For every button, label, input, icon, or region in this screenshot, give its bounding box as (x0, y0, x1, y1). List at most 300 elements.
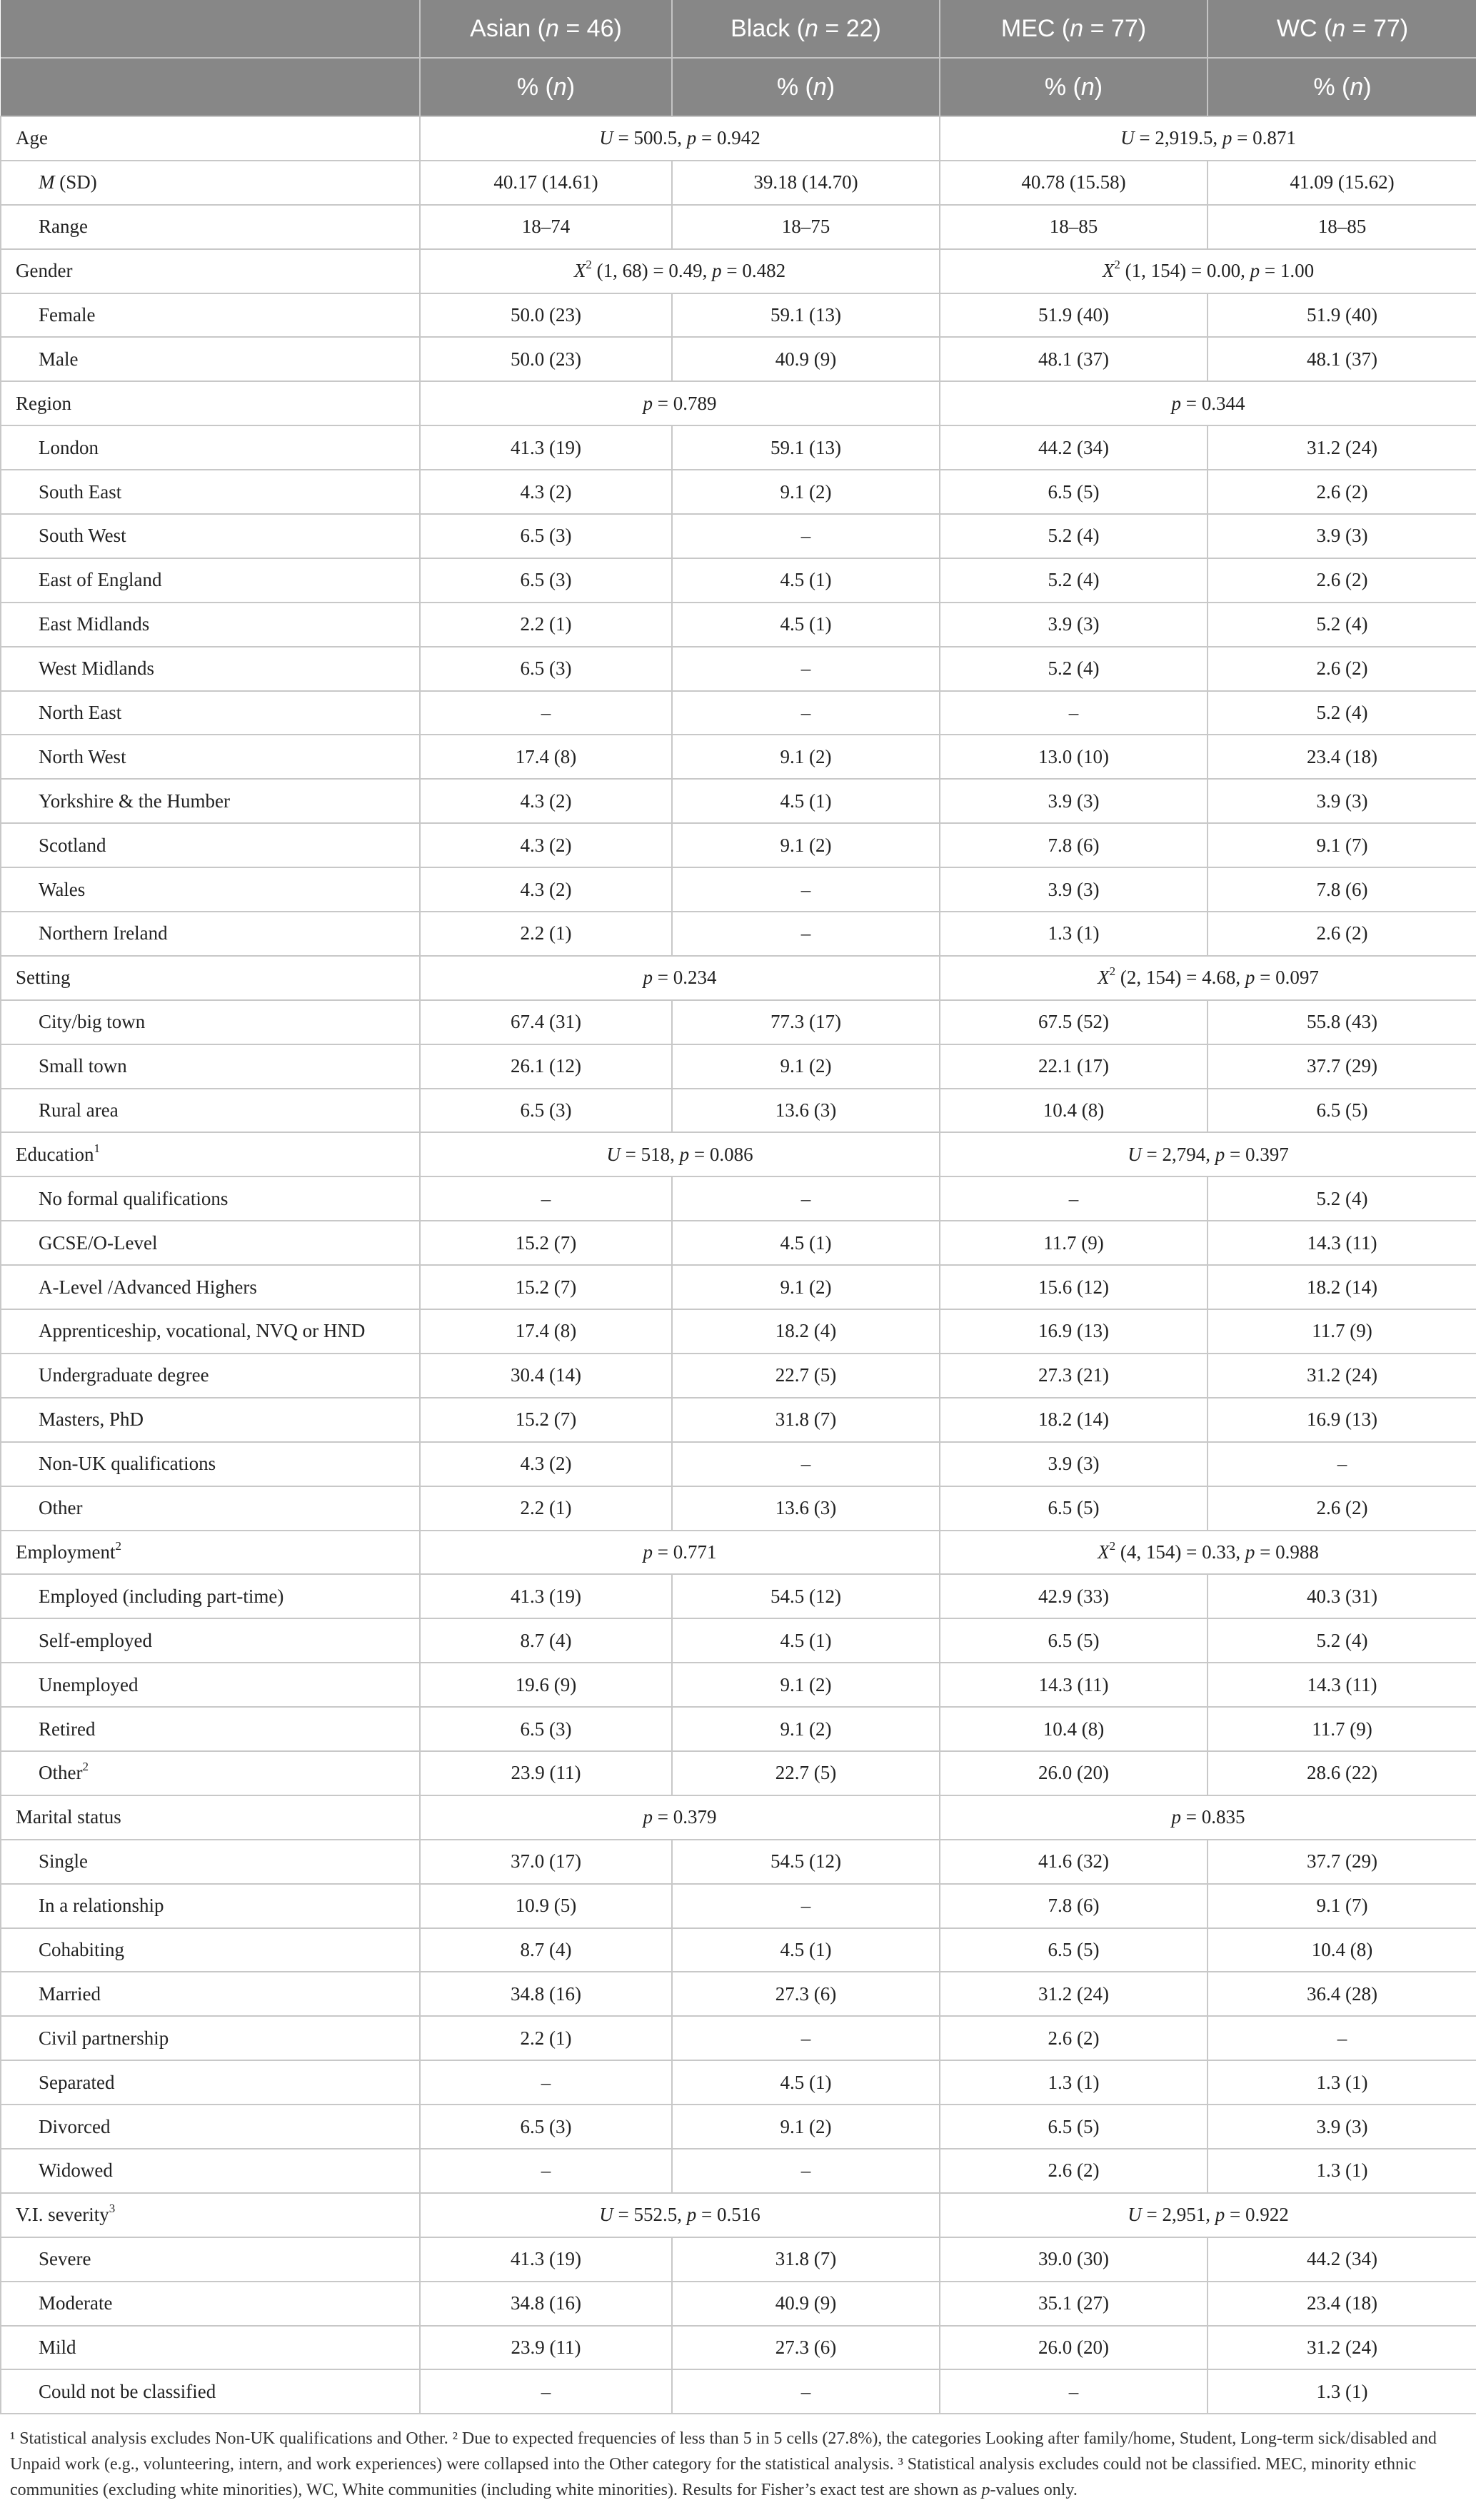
table-cell: 3.9 (3) (940, 1442, 1208, 1486)
italic-symbol: X (1098, 1541, 1110, 1563)
row-label: Small town (1, 1044, 420, 1089)
table-row (1, 2016, 1476, 2060)
table-cell: 17.4 (8) (420, 1309, 672, 1354)
italic-symbol: n (813, 73, 827, 101)
italic-symbol: M (39, 171, 55, 193)
table-cell: 37.7 (29) (1208, 1044, 1476, 1089)
italic-symbol: p (1245, 967, 1255, 989)
table-cell: 27.3 (6) (672, 2326, 940, 2370)
table-row (1, 2282, 1476, 2326)
table-cell: – (672, 912, 940, 956)
table-cell: 18–74 (420, 205, 672, 249)
table-cell: 4.5 (1) (672, 1618, 940, 1663)
italic-symbol: p (1171, 1806, 1181, 1828)
table-cell: 2.6 (2) (1208, 912, 1476, 956)
superscript: 2 (1109, 964, 1116, 979)
table-cell: 7.8 (6) (1208, 867, 1476, 912)
header-unit-cell: % (n) (420, 58, 672, 116)
table-cell: – (672, 1884, 940, 1928)
table-cell: 51.9 (40) (940, 293, 1208, 338)
table-cell: 1.3 (1) (940, 912, 1208, 956)
table-cell: 39.18 (14.70) (672, 161, 940, 205)
stat-left: p = 0.789 (420, 381, 940, 425)
table-row (1, 779, 1476, 823)
table-cell: – (672, 1176, 940, 1221)
table-cell: 48.1 (37) (940, 337, 1208, 381)
table-row (1, 1972, 1476, 2016)
row-label: London (1, 425, 420, 470)
table-row (1, 205, 1476, 249)
section-label: Marital status (1, 1795, 420, 1840)
italic-symbol: U (599, 2204, 613, 2226)
table-row (1, 558, 1476, 603)
table-cell: 9.1 (2) (672, 470, 940, 514)
table-cell: 3.9 (3) (1208, 514, 1476, 558)
stat-left: p = 0.771 (420, 1531, 940, 1575)
superscript: 3 (109, 2202, 116, 2216)
stat-left: U = 552.5, p = 0.516 (420, 2193, 940, 2237)
section-row (1, 1531, 1476, 1575)
header-blank-cell (1, 58, 420, 116)
stat-left: p = 0.234 (420, 956, 940, 1000)
row-label: A-Level /Advanced Highers (1, 1265, 420, 1309)
header-row-groups (1, 0, 1476, 58)
table-cell: 67.5 (52) (940, 1000, 1208, 1044)
stat-right: $X^2$ (1, 154) = 0.00, p = 1.00 (940, 249, 1476, 293)
section-label: Age (1, 116, 420, 161)
table-row (1, 2237, 1476, 2282)
table-cell: 18.2 (14) (940, 1398, 1208, 1442)
table-row (1, 867, 1476, 912)
table-cell: 2.6 (2) (1208, 1486, 1476, 1531)
row-label: Undergraduate degree (1, 1354, 420, 1398)
stat-left: U = 500.5, p = 0.942 (420, 116, 940, 161)
italic-symbol: p (643, 392, 653, 414)
row-label: M (SD) (1, 161, 420, 205)
table-cell: 5.2 (4) (1208, 1618, 1476, 1663)
table-cell: 37.7 (29) (1208, 1840, 1476, 1884)
table-cell: 2.2 (1) (420, 1486, 672, 1531)
table-cell: 54.5 (12) (672, 1840, 940, 1884)
row-label: Cohabiting (1, 1928, 420, 1972)
table-cell: 4.3 (2) (420, 867, 672, 912)
table-cell: 15.6 (12) (940, 1265, 1208, 1309)
header-row-units (1, 58, 1476, 116)
row-label: Employed (including part-time) (1, 1574, 420, 1618)
section-row (1, 116, 1476, 161)
table-cell: 17.4 (8) (420, 735, 672, 779)
table-cell: 3.9 (3) (1208, 779, 1476, 823)
table-cell: 3.9 (3) (1208, 2105, 1476, 2149)
table-cell: 4.5 (1) (672, 1221, 940, 1265)
table-cell: 6.5 (3) (420, 1707, 672, 1751)
row-label: Moderate (1, 2282, 420, 2326)
row-label: East Midlands (1, 603, 420, 647)
table-cell: 9.1 (7) (1208, 1884, 1476, 1928)
table-row (1, 1176, 1476, 1221)
table-cell: 31.8 (7) (672, 2237, 940, 2282)
section-row (1, 249, 1476, 293)
table-cell: 18.2 (14) (1208, 1265, 1476, 1309)
row-label: GCSE/O-Level (1, 1221, 420, 1265)
table-row (1, 647, 1476, 691)
table-cell: 40.9 (9) (672, 2282, 940, 2326)
table-cell: 15.2 (7) (420, 1221, 672, 1265)
table-row (1, 823, 1476, 867)
table-body (1, 116, 1476, 2414)
header-group-mec: MEC (n = 77) (940, 0, 1208, 58)
table-cell: 4.5 (1) (672, 558, 940, 603)
italic-symbol: U (1128, 1143, 1142, 1165)
table-row (1, 1442, 1476, 1486)
table-cell: 31.2 (24) (1208, 425, 1476, 470)
section-label: Gender (1, 249, 420, 293)
table-cell: 11.7 (9) (940, 1221, 1208, 1265)
row-label: West Midlands (1, 647, 420, 691)
table-cell: 8.7 (4) (420, 1928, 672, 1972)
italic-symbol: n (553, 73, 567, 101)
table-cell: 14.3 (11) (1208, 1221, 1476, 1265)
table-cell: 28.6 (22) (1208, 1751, 1476, 1795)
table-cell: 10.9 (5) (420, 1884, 672, 1928)
row-label: Male (1, 337, 420, 381)
row-label: Range (1, 205, 420, 249)
row-label: Married (1, 1972, 420, 2016)
stat-right: U = 2,951, p = 0.922 (940, 2193, 1476, 2237)
italic-symbol: p (686, 127, 697, 149)
table-cell: 8.7 (4) (420, 1618, 672, 1663)
table-cell: 54.5 (12) (672, 1574, 940, 1618)
section-label: V.I. severity$^3$ (1, 2193, 420, 2237)
table-cell: 9.1 (2) (672, 1663, 940, 1707)
stat-right: p = 0.344 (940, 381, 1476, 425)
table-cell: 3.9 (3) (940, 867, 1208, 912)
table-cell: 40.78 (15.58) (940, 161, 1208, 205)
superscript: 1 (94, 1141, 100, 1155)
table-cell: 13.0 (10) (940, 735, 1208, 779)
table-cell: – (672, 514, 940, 558)
superscript: 2 (1114, 258, 1120, 272)
table-cell: – (940, 1176, 1208, 1221)
table-row (1, 1354, 1476, 1398)
table-row (1, 1044, 1476, 1089)
italic-symbol: n (1080, 73, 1095, 101)
table-cell: 55.8 (43) (1208, 1000, 1476, 1044)
table-cell: 34.8 (16) (420, 2282, 672, 2326)
table-cell: 10.4 (8) (940, 1089, 1208, 1133)
table-cell: 36.4 (28) (1208, 1972, 1476, 2016)
table-cell: 9.1 (2) (672, 735, 940, 779)
table-cell: 5.2 (4) (940, 514, 1208, 558)
stat-left: $X^2$ (1, 68) = 0.49, p = 0.482 (420, 249, 940, 293)
table-cell: – (672, 691, 940, 735)
table-cell: 27.3 (6) (672, 1972, 940, 2016)
italic-symbol: n (546, 14, 559, 42)
table-cell: 23.9 (11) (420, 1751, 672, 1795)
table-cell: 50.0 (23) (420, 337, 672, 381)
table-cell: 23.9 (11) (420, 2326, 672, 2370)
superscript: 2 (586, 258, 592, 272)
row-label: Female (1, 293, 420, 338)
row-label: City/big town (1, 1000, 420, 1044)
section-label: Setting (1, 956, 420, 1000)
italic-symbol: X (1098, 967, 1110, 989)
row-label: Non-UK qualifications (1, 1442, 420, 1486)
table-cell: 40.9 (9) (672, 337, 940, 381)
table-cell: 22.7 (5) (672, 1354, 940, 1398)
table-row (1, 1884, 1476, 1928)
table-cell: 22.7 (5) (672, 1751, 940, 1795)
table-cell: 11.7 (9) (1208, 1707, 1476, 1751)
row-label: Single (1, 1840, 420, 1884)
table-cell: – (940, 691, 1208, 735)
table-cell: 1.3 (1) (1208, 2149, 1476, 2193)
table-cell: – (672, 2016, 940, 2060)
stat-right: U = 2,919.5, p = 0.871 (940, 116, 1476, 161)
header-blank-cell (1, 0, 420, 58)
row-label: Scotland (1, 823, 420, 867)
table-row (1, 1707, 1476, 1751)
table-cell: 40.3 (31) (1208, 1574, 1476, 1618)
table-cell: 6.5 (3) (420, 514, 672, 558)
row-label: Civil partnership (1, 2016, 420, 2060)
table-cell: 48.1 (37) (1208, 337, 1476, 381)
table-cell: 2.6 (2) (1208, 647, 1476, 691)
table-cell: 50.0 (23) (420, 293, 672, 338)
header-unit-cell: % (n) (1208, 58, 1476, 116)
table-cell: 26.0 (20) (940, 1751, 1208, 1795)
row-label: Separated (1, 2060, 420, 2105)
section-row (1, 1795, 1476, 1840)
table-cell: 31.2 (24) (940, 1972, 1208, 2016)
table-cell: 6.5 (3) (420, 2105, 672, 2149)
table-cell: 14.3 (11) (940, 1663, 1208, 1707)
table-cell: 41.3 (19) (420, 425, 672, 470)
table-cell: 9.1 (2) (672, 2105, 940, 2149)
table-cell: 27.3 (21) (940, 1354, 1208, 1398)
table-cell: 59.1 (13) (672, 425, 940, 470)
table-cell: 6.5 (3) (420, 1089, 672, 1133)
table-cell: 2.6 (2) (1208, 558, 1476, 603)
table-row (1, 1309, 1476, 1354)
stat-left: p = 0.379 (420, 1795, 940, 1840)
table-cell: – (672, 647, 940, 691)
table-cell: 19.6 (9) (420, 1663, 672, 1707)
table-cell: 41.3 (19) (420, 1574, 672, 1618)
stat-right: $X^2$ (4, 154) = 0.33, p = 0.988 (940, 1531, 1476, 1575)
table-cell: 1.3 (1) (1208, 2369, 1476, 2414)
stat-left: U = 518, p = 0.086 (420, 1132, 940, 1176)
row-label: Retired (1, 1707, 420, 1751)
table-cell: 4.3 (2) (420, 470, 672, 514)
table-cell: – (420, 2060, 672, 2105)
row-label: Could not be classified (1, 2369, 420, 2414)
table-row (1, 337, 1476, 381)
table-row (1, 1928, 1476, 1972)
row-label: Other (1, 1486, 420, 1531)
table-cell: 2.2 (1) (420, 2016, 672, 2060)
table-row (1, 161, 1476, 205)
table-cell: – (940, 2369, 1208, 2414)
table-cell: 15.2 (7) (420, 1398, 672, 1442)
row-label: Yorkshire & the Humber (1, 779, 420, 823)
italic-symbol: p (643, 1541, 653, 1563)
row-label: Other$^2$ (1, 1751, 420, 1795)
row-label: Self-employed (1, 1618, 420, 1663)
table-cell: 10.4 (8) (1208, 1928, 1476, 1972)
row-label: East of England (1, 558, 420, 603)
table-row (1, 470, 1476, 514)
italic-symbol: p (679, 1143, 690, 1165)
table-row (1, 735, 1476, 779)
table-cell: 15.2 (7) (420, 1265, 672, 1309)
table-cell: 5.2 (4) (1208, 603, 1476, 647)
table-row (1, 1618, 1476, 1663)
table-row (1, 1840, 1476, 1884)
table-row (1, 2326, 1476, 2370)
table-footnotes: ¹ Statistical analysis excludes Non-UK qualifications and Other. ² Due to expected frequencies of less than 5 in 5 cells (27.8%), the categories Looking after family/home, Student, Long-term sick/disabled and Unpaid work (e.g., volunteering, intern, and work experiences) were collapsed into the Other category for the statistical analysis. ³ Statistical analysis excludes could not be classified. MEC, minority ethnic communities (excluding white minorities), WC, White communities (including white minorities). Results for Fisher’s exact test are shown as p-values only. (10, 2429, 1437, 2499)
header-group-asian: Asian (n = 46) (420, 0, 672, 58)
table-cell: 2.2 (1) (420, 603, 672, 647)
table-cell: 9.1 (2) (672, 1044, 940, 1089)
table-cell: 4.5 (1) (672, 603, 940, 647)
italic-symbol: p (643, 1806, 653, 1828)
table-cell: – (672, 2369, 940, 2414)
italic-symbol: U (1128, 2204, 1142, 2226)
row-label: Apprenticeship, vocational, NVQ or HND (1, 1309, 420, 1354)
section-row (1, 381, 1476, 425)
table-cell: 2.2 (1) (420, 912, 672, 956)
superscript: 2 (82, 1760, 89, 1774)
table-cell: 30.4 (14) (420, 1354, 672, 1398)
italic-symbol: U (606, 1143, 621, 1165)
table-cell: 2.6 (2) (1208, 470, 1476, 514)
row-label: Severe (1, 2237, 420, 2282)
table-cell: 6.5 (5) (940, 470, 1208, 514)
table-cell: 6.5 (5) (940, 1486, 1208, 1531)
italic-symbol: p (1222, 127, 1232, 149)
italic-symbol: p (1215, 2204, 1225, 2226)
row-label: North West (1, 735, 420, 779)
table-cell: – (420, 2149, 672, 2193)
row-label: South East (1, 470, 420, 514)
table-cell: 13.6 (3) (672, 1486, 940, 1531)
header-unit-cell: % (n) (940, 58, 1208, 116)
table-row (1, 691, 1476, 735)
header-group-black: Black (n = 22) (672, 0, 940, 58)
section-label: Education$^1$ (1, 1132, 420, 1176)
row-label: Wales (1, 867, 420, 912)
table-cell: 2.6 (2) (940, 2016, 1208, 2060)
italic-symbol: U (599, 127, 613, 149)
row-label: Widowed (1, 2149, 420, 2193)
table-cell: 41.3 (19) (420, 2237, 672, 2282)
italic-symbol: X (573, 260, 586, 282)
table-cell: 3.9 (3) (940, 779, 1208, 823)
italic-symbol: n (1070, 14, 1084, 42)
table-cell: 5.2 (4) (1208, 691, 1476, 735)
table-cell: 44.2 (34) (1208, 2237, 1476, 2282)
table-cell: 9.1 (2) (672, 1265, 940, 1309)
table-row (1, 1000, 1476, 1044)
table-cell: 1.3 (1) (940, 2060, 1208, 2105)
table-cell: 39.0 (30) (940, 2237, 1208, 2282)
row-label: Unemployed (1, 1663, 420, 1707)
row-label: Northern Ireland (1, 912, 420, 956)
italic-symbol: p (643, 967, 653, 989)
table-cell: 31.2 (24) (1208, 2326, 1476, 2370)
table-cell: – (672, 2149, 940, 2193)
table-cell: 41.6 (32) (940, 1840, 1208, 1884)
header-group-wc: WC (n = 77) (1208, 0, 1476, 58)
italic-symbol: p (1250, 260, 1260, 282)
table-cell: 40.17 (14.61) (420, 161, 672, 205)
table-cell: 4.5 (1) (672, 2060, 940, 2105)
table-cell: 51.9 (40) (1208, 293, 1476, 338)
italic-symbol: p (1215, 1143, 1225, 1165)
table-cell: 5.2 (4) (1208, 1176, 1476, 1221)
row-label: North East (1, 691, 420, 735)
header-unit-cell: % (n) (672, 58, 940, 116)
table-cell: 67.4 (31) (420, 1000, 672, 1044)
table-cell: 1.3 (1) (1208, 2060, 1476, 2105)
row-label: South West (1, 514, 420, 558)
stat-right: $X^2$ (2, 154) = 4.68, p = 0.097 (940, 956, 1476, 1000)
table-cell: – (420, 2369, 672, 2414)
table-cell: 3.9 (3) (940, 603, 1208, 647)
table-row (1, 1751, 1476, 1795)
superscript: 2 (115, 1538, 121, 1553)
italic-symbol: p (1245, 1541, 1255, 1563)
row-label: No formal qualifications (1, 1176, 420, 1221)
table-cell: 26.1 (12) (420, 1044, 672, 1089)
stat-right: p = 0.835 (940, 1795, 1476, 1840)
table-cell: 4.3 (2) (420, 779, 672, 823)
table-cell: 31.8 (7) (672, 1398, 940, 1442)
superscript: 2 (1109, 1538, 1116, 1553)
table-cell: 5.2 (4) (940, 558, 1208, 603)
table-cell: 26.0 (20) (940, 2326, 1208, 2370)
section-label: Region (1, 381, 420, 425)
table-row (1, 603, 1476, 647)
table-cell: 23.4 (18) (1208, 2282, 1476, 2326)
table-row (1, 1663, 1476, 1707)
table-cell: 6.5 (5) (1208, 1089, 1476, 1133)
table-row (1, 912, 1476, 956)
table-cell: – (420, 691, 672, 735)
table-cell: – (1208, 2016, 1476, 2060)
table-cell: 22.1 (17) (940, 1044, 1208, 1089)
table-cell: – (1208, 1442, 1476, 1486)
table-row (1, 1398, 1476, 1442)
row-label: Masters, PhD (1, 1398, 420, 1442)
table-cell: 23.4 (18) (1208, 735, 1476, 779)
table-header (1, 0, 1476, 116)
italic-symbol: p (712, 260, 722, 282)
italic-symbol: n (1332, 14, 1346, 42)
table-cell: 4.5 (1) (672, 779, 940, 823)
table-cell: 10.4 (8) (940, 1707, 1208, 1751)
table-cell: 44.2 (34) (940, 425, 1208, 470)
table-cell: 18–85 (940, 205, 1208, 249)
table-cell: 34.8 (16) (420, 1972, 672, 2016)
section-label: Employment$^2$ (1, 1531, 420, 1575)
table-cell: 18–85 (1208, 205, 1476, 249)
table-cell: 4.3 (2) (420, 1442, 672, 1486)
table-row (1, 1265, 1476, 1309)
table-row (1, 1221, 1476, 1265)
italic-symbol: n (1350, 73, 1364, 101)
